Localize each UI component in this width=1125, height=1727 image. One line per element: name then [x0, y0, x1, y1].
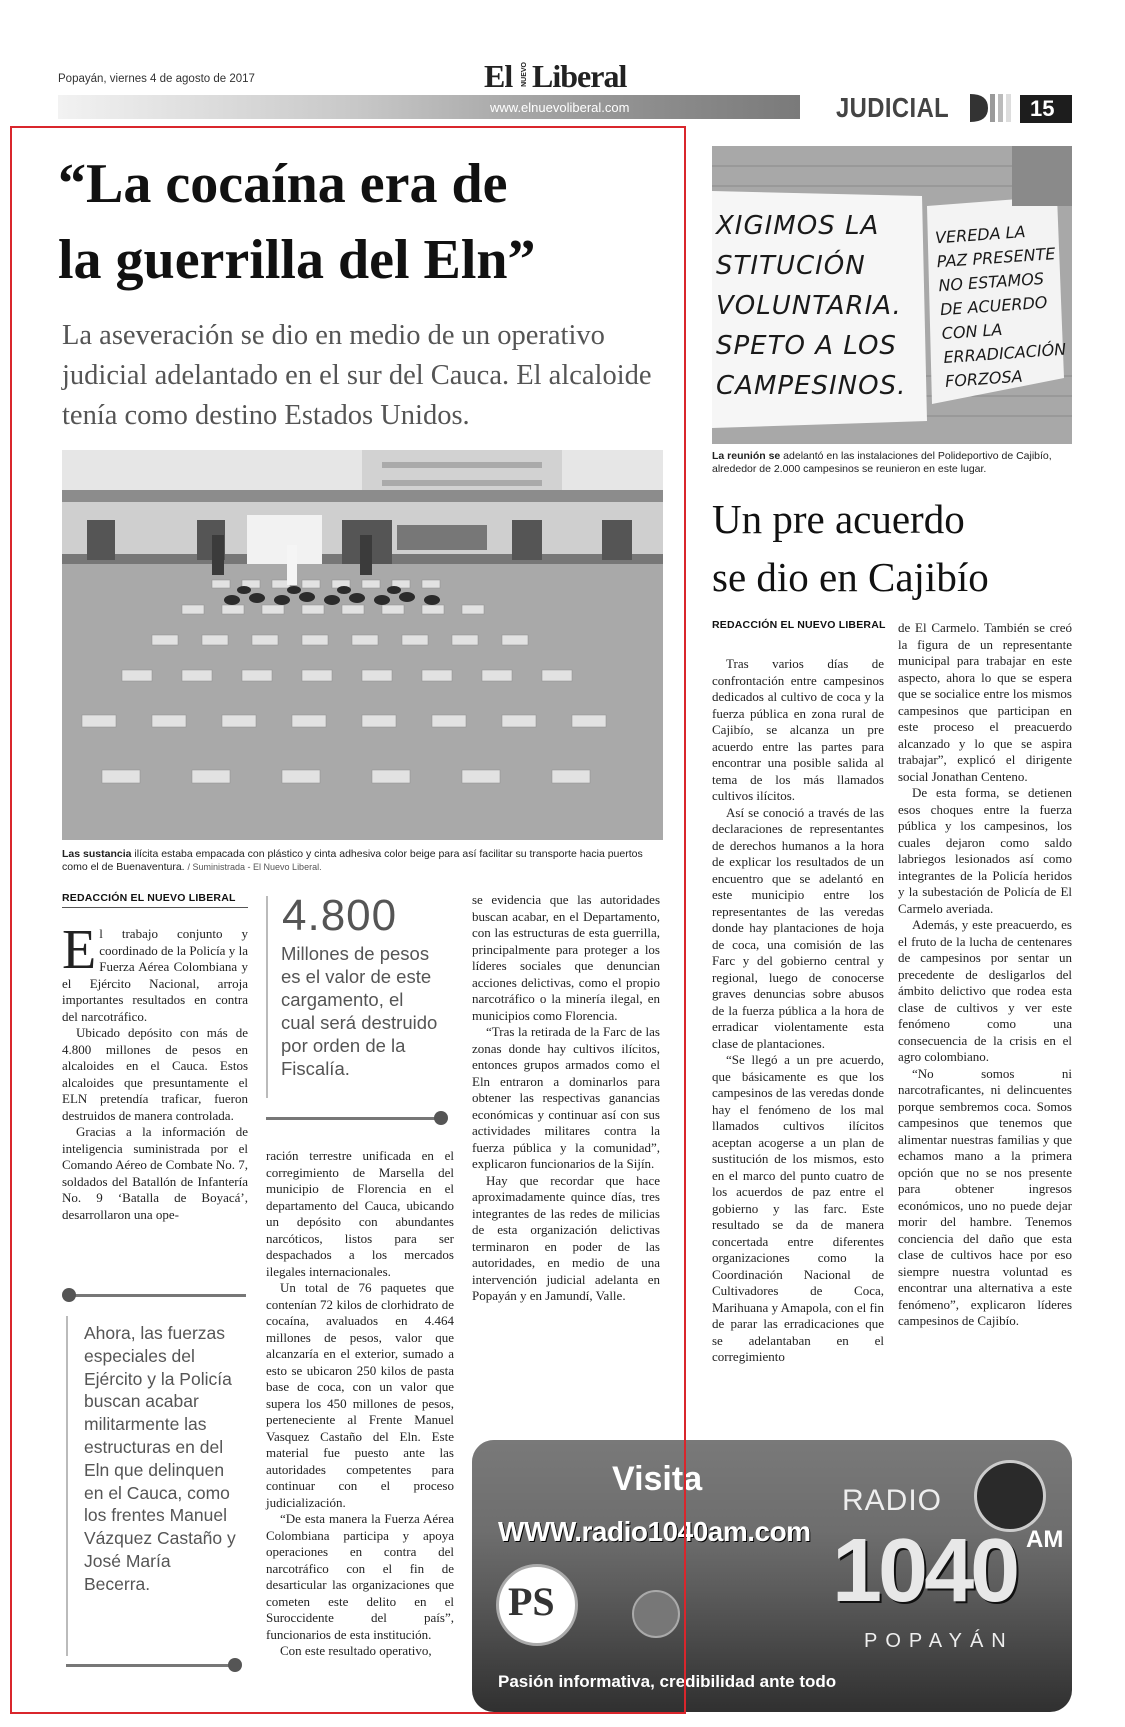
side-col2-p2: De esta forma, se detienen esos choques entre la fuerza pública y los campesinos, los cuales dejaron como saldo labriegos lesionados así como integrantes de la Policía heridos y la subestación de Policía de El Carmelo averiada.: [898, 785, 1072, 916]
main-col2-p4: Con este resultado operativo,: [280, 1643, 432, 1658]
ad-ps-letters: PS: [508, 1579, 555, 1624]
side-col2-p3: Además, y este preacuerdo, es el fruto de la lucha de centenares de campesinos por sentar un precedente de desligarlos del ámbito delictivo que rodea esta clase de cultivos y ver este fenómeno como una consecuencia de la crisis en el agro colombiano.: [898, 917, 1072, 1064]
main-col1-p1: l trabajo conjunto y coordinado de la Policía y la Fuerza Aérea Colombiana y el Ejército Nacional, arroja importantes resultados en contra del narcotráfico.: [62, 926, 248, 1024]
dateline: Popayán, viernes 4 de agosto de 2017: [58, 73, 255, 85]
main-subhead: La aseveración se dio en medio de un operativo judicial adelantado en el sur del Cauca. El alcaloide tenía como destino Estados Unidos.: [62, 320, 652, 431]
logo-liberal: Liberal: [532, 58, 627, 94]
side-col1-p2: Así se conoció a través de las declaraciones de representantes de derechos humanos a la hora de explicar los resultados de un encuentro que se adelantó en este municipio entre los representantes de las veredas donde hay plantaciones de hoja de coca, una comisión de las Farc y del gobierno central y regional, luego de conocerse graves denuncias sobre abusos de la fuerza pública a la hora de erradicar violentamente esta clase de plantaciones.: [712, 804, 884, 1051]
side-col2-p4: “No somos ni narcotraficantes, ni delincuentes porque sembremos coca. Somos campesinos que tenemos que alimentar nuestras familias y que echamos mano a la primera opción que no se nos presente para obtener ingresos económicos, uno no puede dejar morir del hambre. Tenemos conciencia del daño que esta clase de cultivos hace por eso siempre nuestra voluntad es encontrar una alternativa a este fenómeno”, explicaron líderes campesinos de Cajibío.: [898, 1065, 1072, 1328]
ad-visit: Visita: [612, 1460, 703, 1498]
masthead-logo[interactable]: [484, 58, 654, 92]
dropcap: E: [62, 919, 97, 981]
side-col1-p1: Tras varios días de confrontación entre campesinos dedicados al cultivo de coca y la fuerza pública en zona rural de Cajibío, se alcanza un pre acuerdo entre las partes para encontrar una posible salida al tema de los más llamados cultivos ilícitos.: [712, 656, 884, 803]
main-headline-line1: “La cocaína era de: [58, 153, 508, 215]
page-number: 15: [1030, 96, 1055, 121]
main-col2-p3: “De esta manera la Fuerza Aérea Colombiana participa y apoya operaciones en contra del narcotráfico con el fin de desarticular las organizaciones que cometen este delito en el Suroccidente del país”, funcionarios de esta institución.: [266, 1511, 454, 1642]
logo-nuevo: NUEVO: [521, 62, 528, 87]
ad-radio: RADIO: [842, 1484, 943, 1517]
ad-slogan: Pasión informativa, credibilidad ante todo: [498, 1672, 837, 1691]
side-photo-caption: [712, 450, 1072, 476]
main-photo-caption-text: ilícita estaba empacada con plástico y cinta adhesiva color beige para así facilitar su transporte hacia puertos como el de Buenaventura.: [62, 848, 643, 873]
main-col2-p2: Un total de 76 paquetes que contenían 72 kilos de clorhidrato de cocaína, avaluados en 4.464 millones de pesos, valor que alcanzaría en el exterior, sumado a esto se ubicaron 250 kilos de pasta base de coca, con un valor que supera los 450 millones de pesos, perteneciente al Frente Manuel Vasquez Castaño del Eln. Este material fue puesto ante las autoridades competentes para continuar con el proceso judicialización.: [266, 1280, 454, 1510]
ad-am: AM: [1026, 1526, 1064, 1553]
side-col1: [712, 656, 884, 1366]
factbox-text: Millones de pesos es el valor de este cargamento, el cual será destruido por orden de la Fiscalía.: [281, 943, 438, 1079]
main-col2-p1: ración terrestre unificada en el corregimiento de Marsella del municipio de Florencia en el departamento del Cauca, ubicando un depósito con abundantes narcóticos, listos para ser despachados a los mercados ilegales internacionales.: [266, 1148, 454, 1279]
ad-city: POPAYÁN: [864, 1630, 1014, 1652]
main-col3-p3: Hay que recordar que hace aproximadamente quince días, tres integrantes de las redes de milicias de esta organización delictivas terminaron en poder de las autoridades, en medio de una intervención judicial adelanta en Popayán y en Jamundí, Valle.: [472, 1172, 660, 1303]
side-headline: [712, 490, 1072, 606]
factbox-number: 4.800: [282, 891, 398, 940]
side-col2: [898, 620, 1072, 1330]
side-photo-caption-lead: La reunión se: [712, 450, 781, 462]
main-col1-p2: Ubicado depósito con más de 4.800 millones de pesos en alcaloides en el Cauca. Estos alcaloides que presuntamente el ELN pretendía traficar, fueron destruidos de manera controlada.: [62, 1025, 248, 1123]
section-label: JUDICIAL: [836, 92, 950, 123]
header-bar: [58, 95, 800, 119]
main-col1-p3: Gracias a la información de inteligencia suministrada por el Comando Aéreo de Combate No. 7, soldados del Batallón de Infantería No. 9 ‘Batalla de Boyacá’, desarrollaron una ope-: [62, 1124, 248, 1222]
side-photo-caption-text: adelantó en las instalaciones del Polideportivo de Cajibío, alrededor de 2.000 campesinos se reunieron en este lugar.: [712, 450, 1052, 475]
side-byline: REDACCIÓN EL NUEVO LIBERAL: [712, 619, 886, 631]
side-photo-sign-right: VEREDA LA PAZ PRESENTE NO ESTAMOS DE ACUERDO CON LA ERRADICACIÓN FORZOSA: [934, 222, 1067, 391]
side-headline-line2: se dio en Cajibío: [712, 554, 989, 600]
highlight-frame: [10, 126, 686, 1714]
logo-el: El: [484, 58, 513, 94]
side-photo-sign-left: XIGIMOS LA STITUCIÓN VOLUNTARIA. SPETO A LOS CAMPESINOS.: [716, 211, 907, 401]
main-headline-line2: la guerrilla del Eln”: [58, 229, 536, 291]
main-col3-p2: “Tras la retirada de la Farc de las zonas donde hay cultivos ilícitos, entonces grupos armados como el Eln entraron a dominarlos para obtener las respectivas ganancias económicas y continuar así con sus actividades militares contra la fuerza pública y la comunidad”, explicaron funcionarios de la Sijín.: [472, 1024, 660, 1171]
side-col1-p3: “Se llegó a un pre acuerdo, que básicamente es que los campesinos de las veredas donde hay el fenómeno de los mal llamados cultivos ilícitos aceptan acogerse a un plan de sustitución de los mismos, esto en el marco del punto cuatro de los acuerdos de paz entre el gobierno y las farc. Este resultado se da de manera concertada entre diferentes organizaciones como la Coordinación Nacional de Cultivadores de Coca, Marihuana y Amapola, con el fin de parar las erradicaciones que se adelantaban en el corregimiento: [712, 1052, 884, 1364]
ad-frequency: 1040: [832, 1521, 1017, 1621]
side-headline-line1: Un pre acuerdo: [712, 496, 965, 542]
side-col2-p1: de El Carmelo. También se creó la figura de un representante municipal para trabajar en este aspecto, ahora lo que se espera que se socialice entre los mismos campesinos que participan en este proceso el preacuerdo alcanzado y lo que se aspira trabajar”, explicó el dirigente social Jonathan Centeno.: [898, 620, 1072, 784]
section-stripes-icon: [970, 94, 1012, 122]
pullquote: Ahora, las fuerzas especiales del Ejército y la Policía buscan acabar militarmente las estructuras en del Eln que delinquen en el Cauca, como los frentes Manuel Vázquez Castaño y José María Becerra.: [84, 1323, 236, 1594]
main-col3-p1: se evidencia que las autoridades buscan acabar, en el Departamento, con las estructuras de esta guerrilla, principalmente para proteger a los líderes sociales que denuncian acciones delictivas, como el propio narcotráfico o la minería ilegal, en municipios como Florencia.: [472, 892, 660, 1023]
main-byline: REDACCIÓN EL NUEVO LIBERAL: [62, 892, 236, 904]
main-photo-credit: / Suministrada - El Nuevo Liberal.: [187, 862, 322, 872]
ad-url[interactable]: WWW.radio1040am.com: [498, 1516, 811, 1547]
website-link[interactable]: www.elnuevoliberal.com: [490, 100, 630, 115]
main-photo-caption-lead: Las sustancia: [62, 848, 132, 860]
